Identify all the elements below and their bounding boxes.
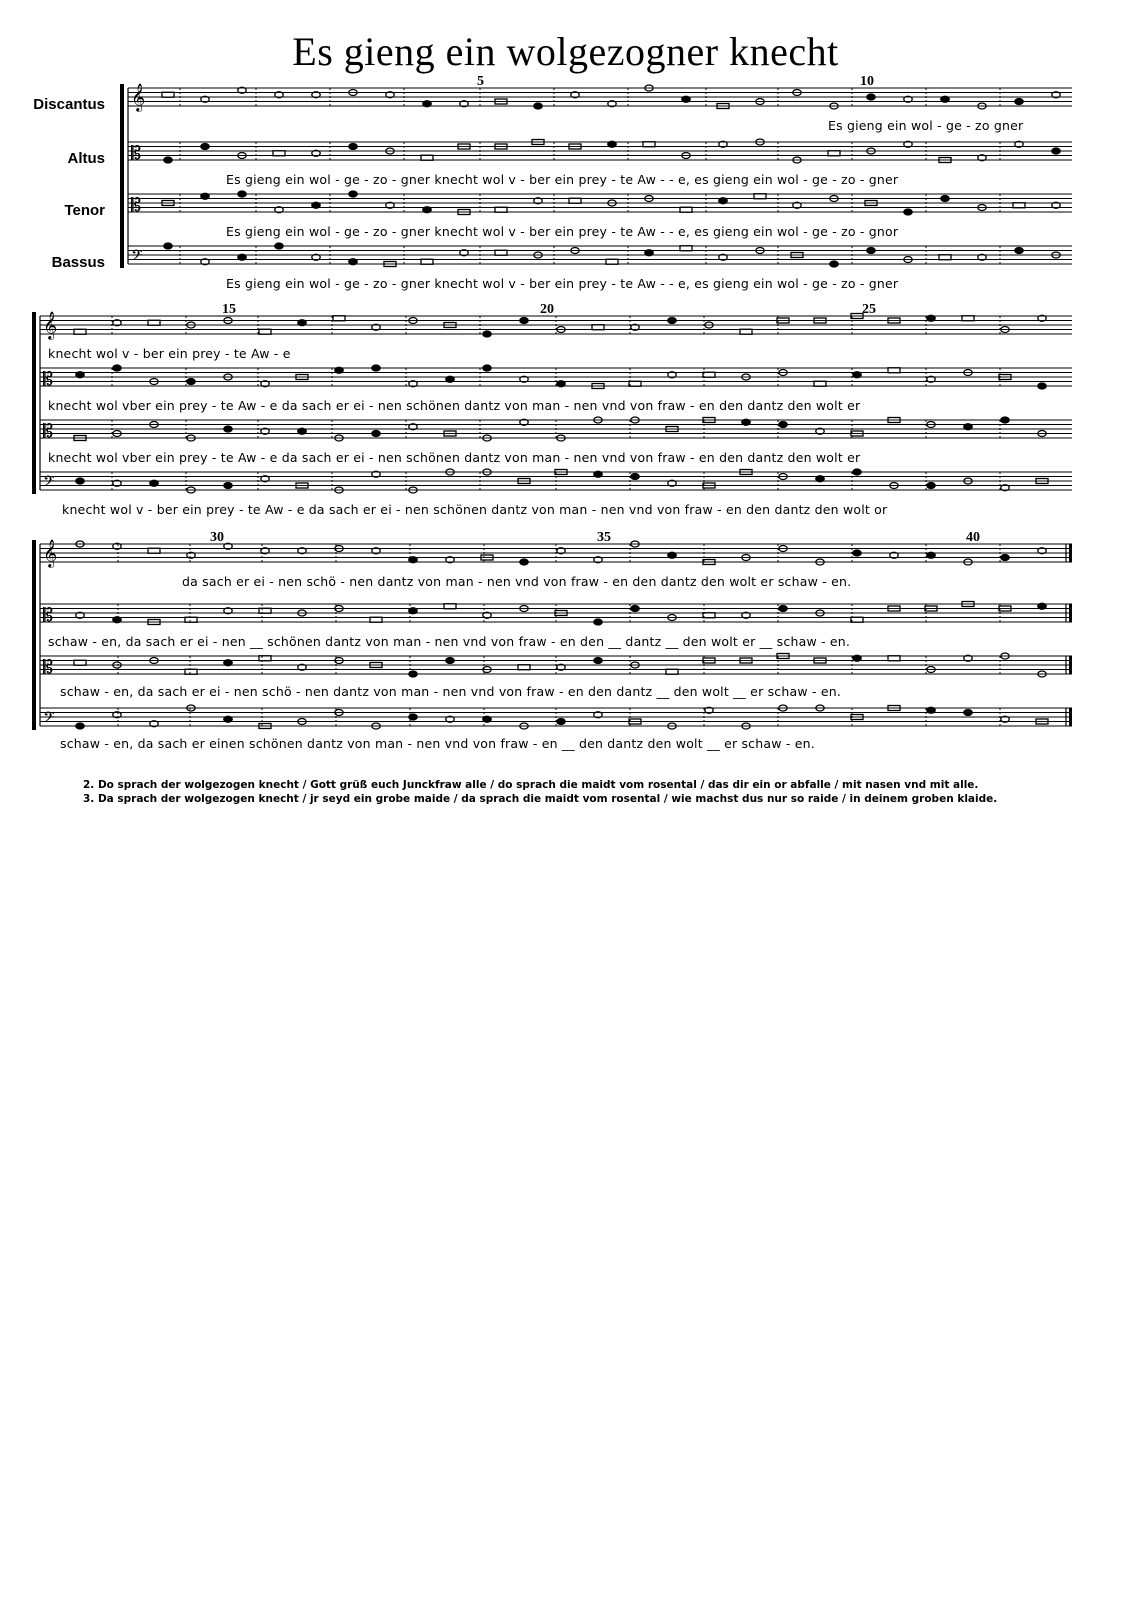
note-head xyxy=(867,248,875,254)
breve-note xyxy=(703,613,715,618)
breve-note xyxy=(629,381,641,386)
voice-label-tenor: Tenor xyxy=(64,202,105,219)
note-head xyxy=(557,381,565,387)
lyric-line-bassus-3: schaw - en, da sach er einen schönen dantz von man - nen vnd von fraw - en __ den dantz den wolt __ er schaw - en. xyxy=(60,736,815,751)
additional-verses xyxy=(35,778,1100,806)
breve-note xyxy=(592,325,604,330)
note-head xyxy=(520,318,528,324)
breve-note xyxy=(185,669,197,674)
page-title: Es gieng ein wolgezogner knecht xyxy=(292,29,839,74)
breve-note xyxy=(444,604,456,609)
note-head xyxy=(719,198,727,204)
note-head xyxy=(335,367,343,373)
breve-note xyxy=(666,669,678,674)
note-head xyxy=(1015,99,1023,105)
breve-note xyxy=(259,608,271,613)
note-head xyxy=(446,376,454,382)
note-head xyxy=(927,552,935,558)
lyric-line-altus-3: schaw - en, da sach er ei - nen __ schönen dantz von man - nen vnd von fraw - en den __ dantz __ den wolt er __ schaw - en. xyxy=(48,634,851,649)
note-head xyxy=(520,559,528,565)
note-head xyxy=(742,419,750,425)
note-head xyxy=(682,96,690,102)
note-head xyxy=(853,372,861,378)
note-head xyxy=(238,191,246,197)
note-head xyxy=(941,196,949,202)
note-head xyxy=(1001,555,1009,561)
measure-number: 5 xyxy=(477,74,484,89)
note-head xyxy=(779,422,787,428)
note-head xyxy=(483,365,491,371)
note-head xyxy=(446,658,454,664)
note-head xyxy=(927,483,935,489)
note-head xyxy=(372,431,380,437)
note-head xyxy=(409,608,417,614)
breve-note xyxy=(518,665,530,670)
breve-note xyxy=(74,660,86,665)
note-head xyxy=(372,365,380,371)
lyric-line-tenor-2: knecht wol vber ein prey - te Aw - e da sach er ei - nen schönen dantz von man - nen vnd von fraw - en den dantz den wolt er xyxy=(48,450,861,465)
lyric-line-discantus-3: da sach er ei - nen schö - nen dantz von man - nen vnd von fraw - en den dantz den wolt er schaw - en. xyxy=(182,574,852,589)
system-bracket xyxy=(32,540,36,730)
breve-note xyxy=(643,142,655,147)
lyric-line-bassus-1: Es gieng ein wol - ge - zo - gner knecht wol v - ber ein prey - te Aw - - e, es gieng ein wol - ge - zo - gner xyxy=(226,276,899,291)
breve-note xyxy=(939,255,951,260)
lyric-line-discantus-2: knecht wol v - ber ein prey - te Aw - e xyxy=(48,346,291,361)
lyric-line-tenor-1: Es gieng ein wol - ge - zo - gner knecht wol v - ber ein prey - te Aw - - e, es gieng ein wol - ge - zo - gnor xyxy=(226,224,899,239)
note-head xyxy=(224,483,232,489)
note-head xyxy=(904,209,912,215)
note-head xyxy=(927,707,935,713)
measure-number: 15 xyxy=(222,302,236,317)
final-barline xyxy=(1069,708,1072,726)
breve-note xyxy=(962,316,974,321)
breve-note xyxy=(828,151,840,156)
measure-number: 40 xyxy=(966,530,980,545)
measure-number: 10 xyxy=(860,74,874,89)
breve-note xyxy=(814,381,826,386)
breve-note xyxy=(370,617,382,622)
note-head xyxy=(964,424,972,430)
breve-note xyxy=(740,329,752,334)
note-head xyxy=(275,243,283,249)
verse-3: 3. Da sprach der wolgezogen knecht / jr seyd ein grobe maide / da sprach die maidt vom rosental / wie machst dus nur so raide / in deinem groben klaide. xyxy=(83,793,998,805)
clef-icon: 𝄞 xyxy=(43,539,58,567)
music-score xyxy=(0,0,1131,780)
measure-number: 35 xyxy=(597,530,611,545)
note-head xyxy=(312,202,320,208)
breve-note xyxy=(259,656,271,661)
note-head xyxy=(76,478,84,484)
note-head xyxy=(645,250,653,256)
clef-icon: 𝄡 xyxy=(43,605,54,626)
note-head xyxy=(483,331,491,337)
note-head xyxy=(409,671,417,677)
note-head xyxy=(349,259,357,265)
measure-number: 25 xyxy=(862,302,876,317)
note-head xyxy=(557,719,565,725)
breve-note xyxy=(606,259,618,264)
lyric-line-altus-1: Es gieng ein wol - ge - zo - gner knecht wol v - ber ein prey - te Aw - - e, es gieng ein wol - ge - zo - gner xyxy=(226,172,899,187)
note-head xyxy=(1052,148,1060,154)
note-head xyxy=(830,261,838,267)
final-barline xyxy=(1069,544,1072,562)
breve-note xyxy=(333,316,345,321)
voice-label-discantus: Discantus xyxy=(33,96,105,113)
system-bracket xyxy=(32,312,36,494)
clef-icon: 𝄞 xyxy=(43,311,58,339)
clef-icon: 𝄡 xyxy=(131,143,142,164)
system-bracket xyxy=(120,84,124,268)
final-barline xyxy=(1069,604,1072,622)
note-head xyxy=(941,96,949,102)
clef-icon: 𝄢 xyxy=(43,709,55,730)
breve-note xyxy=(888,656,900,661)
note-head xyxy=(187,379,195,385)
clef-icon: 𝄞 xyxy=(131,83,146,111)
breve-note xyxy=(680,246,692,251)
breve-note xyxy=(569,198,581,203)
breve-note xyxy=(148,320,160,325)
clef-icon: 𝄡 xyxy=(131,195,142,216)
note-head xyxy=(631,606,639,612)
clef-icon: 𝄡 xyxy=(43,657,54,678)
breve-note xyxy=(680,207,692,212)
note-head xyxy=(534,103,542,109)
breve-note xyxy=(259,329,271,334)
note-head xyxy=(113,617,121,623)
final-barline xyxy=(1069,656,1072,674)
lyric-line-altus-2: knecht wol vber ein prey - te Aw - e da sach er ei - nen schönen dantz von man - nen vnd von fraw - en den dantz den wolt er xyxy=(48,398,861,413)
note-head xyxy=(423,101,431,107)
breve-note xyxy=(185,617,197,622)
note-head xyxy=(668,318,676,324)
breve-note xyxy=(703,372,715,377)
note-head xyxy=(423,207,431,213)
note-head xyxy=(164,243,172,249)
note-head xyxy=(349,144,357,150)
note-head xyxy=(668,552,676,558)
measure-number: 20 xyxy=(540,302,554,317)
note-head xyxy=(1015,248,1023,254)
note-head xyxy=(201,144,209,150)
note-head xyxy=(594,471,602,477)
note-head xyxy=(483,716,491,722)
note-head xyxy=(608,141,616,147)
verse-2: 2. Do sprach der wolgezogen knecht / Gott grüß euch Junckfraw alle / do sprach die maidt vom rosental / das dir ein or abfalle / mit nasen vnd mit alle. xyxy=(83,779,979,791)
breve-note xyxy=(421,155,433,160)
breve-note xyxy=(495,250,507,255)
breve-note xyxy=(421,259,433,264)
note-head xyxy=(631,474,639,480)
breve-note xyxy=(754,194,766,199)
breve-note xyxy=(273,151,285,156)
note-head xyxy=(224,426,232,432)
lyric-line-discantus-1: Es gieng ein wol - ge - zo gner xyxy=(828,118,1024,133)
note-head xyxy=(76,372,84,378)
note-head xyxy=(853,469,861,475)
voice-label-altus: Altus xyxy=(67,150,105,167)
note-head xyxy=(113,365,121,371)
breve-note xyxy=(851,617,863,622)
voice-label-bassus: Bassus xyxy=(51,254,105,271)
breve-note xyxy=(888,368,900,373)
note-head xyxy=(224,716,232,722)
note-head xyxy=(1038,383,1046,389)
note-head xyxy=(964,710,972,716)
clef-icon: 𝄡 xyxy=(43,421,54,442)
note-head xyxy=(867,94,875,100)
lyric-line-tenor-3: schaw - en, da sach er ei - nen schö - nen dantz von man - nen vnd von fraw - en den dantz __ den wolt __ er schaw - en. xyxy=(60,684,842,699)
note-head xyxy=(779,606,787,612)
note-head xyxy=(816,476,824,482)
note-head xyxy=(1001,417,1009,423)
note-head xyxy=(76,723,84,729)
note-head xyxy=(594,619,602,625)
breve-note xyxy=(148,548,160,553)
note-head xyxy=(1038,603,1046,609)
note-head xyxy=(409,714,417,720)
note-head xyxy=(238,254,246,260)
measure-number: 30 xyxy=(210,530,224,545)
note-head xyxy=(349,191,357,197)
breve-note xyxy=(74,329,86,334)
lyric-line-bassus-2: knecht wol v - ber ein prey - te Aw - e da sach er ei - nen schönen dantz von man - nen vnd von fraw - en den dantz den wolt or xyxy=(62,502,888,517)
clef-icon: 𝄡 xyxy=(43,369,54,390)
note-head xyxy=(594,658,602,664)
note-head xyxy=(164,157,172,163)
breve-note xyxy=(1013,203,1025,208)
note-head xyxy=(224,660,232,666)
note-head xyxy=(201,193,209,199)
clef-icon: 𝄢 xyxy=(43,473,55,494)
note-head xyxy=(853,655,861,661)
note-head xyxy=(150,480,158,486)
breve-note xyxy=(162,92,174,97)
breve-note xyxy=(495,207,507,212)
note-head xyxy=(409,557,417,563)
note-head xyxy=(298,320,306,326)
note-head xyxy=(853,550,861,556)
note-head xyxy=(298,428,306,434)
note-head xyxy=(927,315,935,321)
clef-icon: 𝄢 xyxy=(131,247,143,268)
